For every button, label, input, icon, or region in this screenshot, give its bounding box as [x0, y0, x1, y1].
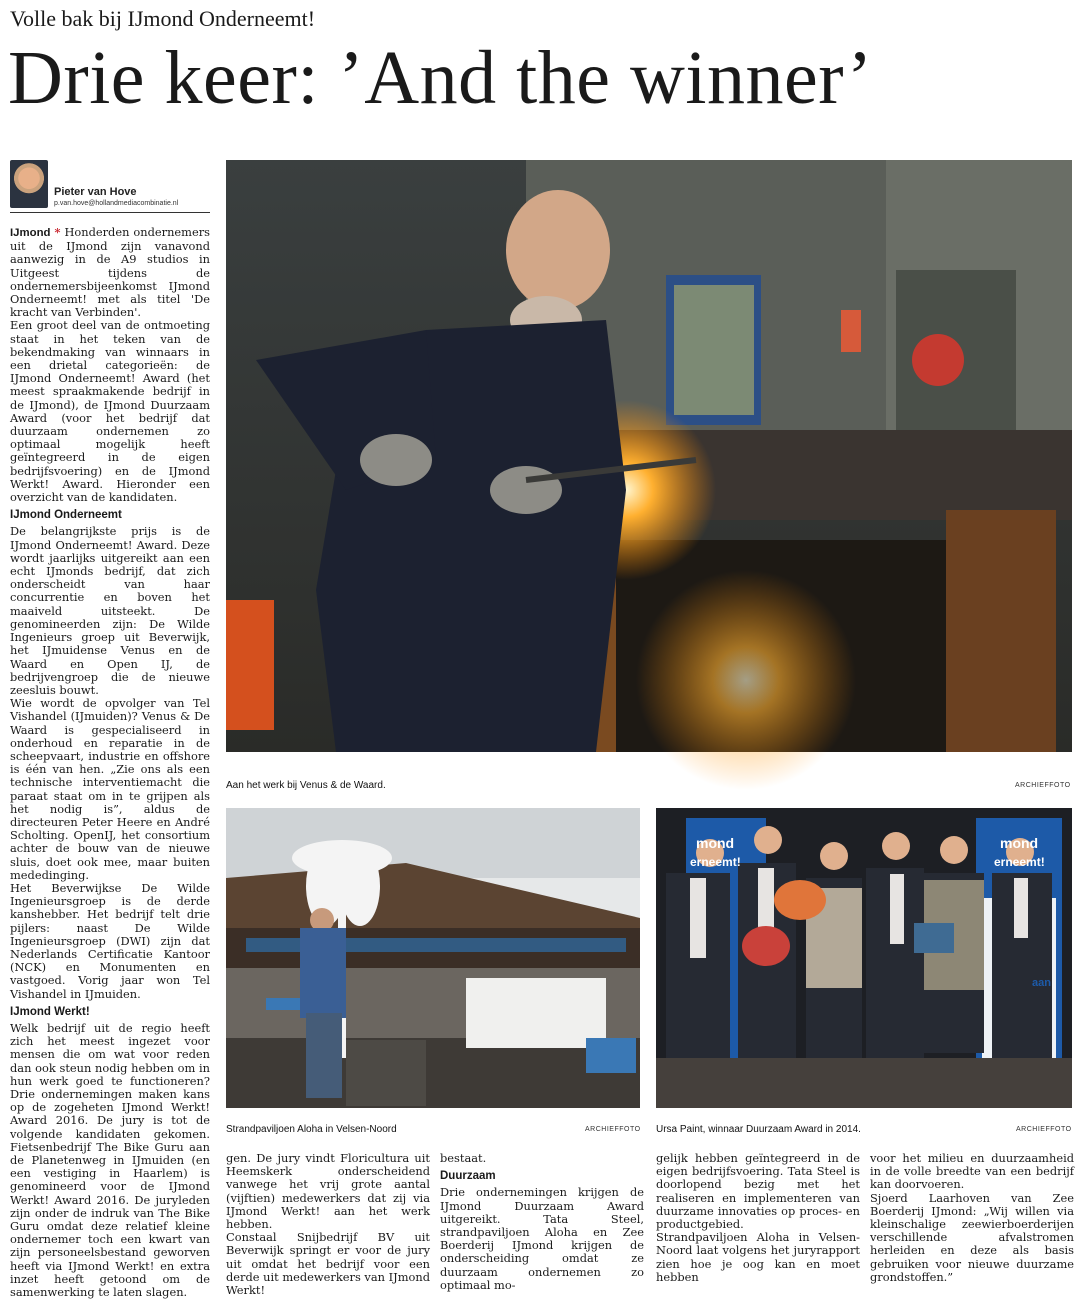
subheading: Duurzaam	[440, 1170, 496, 1183]
article-kicker: Volle bak bij IJmond Onderneemt!	[10, 6, 316, 31]
paragraph: voor het milieu en duurzaamheid in de volle breedte van een bedrijf kan doorvoeren.	[870, 1151, 1074, 1192]
photo-award-credit: ARCHIEFFOTO	[1016, 1126, 1072, 1133]
photo-beach-pavilion	[226, 808, 640, 1108]
photo-beach-credit: ARCHIEFFOTO	[585, 1126, 641, 1133]
article-headline: Drie keer: ’And the winner’	[8, 36, 873, 120]
banner-text-right-2: erneemt!	[994, 855, 1045, 869]
photo-award-caption: Ursa Paint, winnaar Duurzaam Award in 2014.	[656, 1124, 861, 1135]
paragraph: Een groot deel van de ontmoeting staat in het teken van de bekendmaking van winnaars in een drietal categorieën: de IJmond Onderneemt! Award (het meest spraakmakende bedrijf in de IJmond), de IJmond Duurzaam Award (voor het bedrijf dat duurzaam ondernemen zo optimaal mogelijk heeft geïntegreerd in de eigen bedrijfsvoering) en de IJmond Werkt! Award. Hieronder een overzicht van de kandidaten.	[10, 318, 210, 505]
dateline: IJmond	[10, 227, 51, 239]
paragraph: Welk bedrijf uit de regio heeft zich het meest ingezet voor mensen die om wat voor reden dan ook steun nodig hebben om in hun werk goed te functioneren? Drie ondernemingen maken kans op de zogeheten IJmond Werkt! Award 2016. De jury is tot de volgende kandidaten gekomen. Fietsenbedrijf The Bike Guru aan de Planetenweg in IJmuiden (en een vestiging in Haarlem) is genomineerd voor de IJmond Werkt! Award 2016. De juryleden zijn onder de indruk van The Bike Guru omdat deze relatief kleine ondernemer toch een kwart van zijn personeelsbestand geworven heeft via IJmond Werkt! en extra inzet heeft getoond om de samenwerking te laten slagen.	[10, 1020, 210, 1299]
banner-text: mond	[696, 835, 735, 851]
author-avatar	[10, 160, 48, 208]
photo-award-winners	[656, 808, 1072, 1108]
banner-text-2: erneemt!	[690, 855, 741, 869]
photo-welder-caption: Aan het werk bij Venus & de Waard.	[226, 780, 386, 791]
article-column-1	[10, 225, 210, 1299]
article-column-5	[870, 1152, 1074, 1287]
article-column-4	[656, 1152, 860, 1287]
byline	[10, 160, 210, 213]
banner-text-right-3: aan	[1032, 977, 1051, 989]
paragraph: Drie ondernemingen krijgen de IJmond Duurzaam Award uitgereikt. Tata Steel, strandpaviljoen Aloha en Zee Boerderij IJmond krijgen de onderscheiding omdat ze duurzaam ondernemen zo optimaal mo-	[440, 1185, 644, 1292]
paragraph: gen. De jury vindt Floricultura uit Heemskerk onderscheidend vanwege het vrij grote aantal (vijftien) medewerkers dat zij via IJmond Werkt! aan het werk hebben.	[226, 1151, 430, 1232]
paragraph: Strandpaviljoen Aloha in Velsen-Noord laat volgens het juryrapport zien hoe je oog kan en moet hebben	[656, 1230, 860, 1284]
paragraph: Het Beverwijkse De Wilde Ingenieursgroep is de derde kanshebber. Het bedrijf telt drie pijlers: naast De Wilde Ingenieursgroep (DWI) zijn dat Nederlands Certificatie Kantoor (NCK) en Monumenten en vastgoed. Vorig jaar won Tel Vishandel in IJmuiden.	[10, 880, 210, 1001]
photo-welder-credit: ARCHIEFFOTO	[1015, 782, 1071, 789]
subheading: IJmond Werkt!	[10, 1005, 90, 1018]
article-column-2	[226, 1151, 430, 1298]
dateline-star: *	[54, 225, 61, 239]
paragraph: Constaal Snijbedrijf BV uit Beverwijk springt er voor de jury uit omdat het bedrijf voor een derde uit medewerkers van IJmond Werkt!	[226, 1230, 430, 1298]
paragraph: gelijk hebben geïntegreerd in de eigen bedrijfsvoering. Tata Steel is doorlopend bezig met het realiseren en implementeren van duurzame innovaties op proces- en productgebied.	[656, 1151, 860, 1232]
subheading: IJmond Onderneemt	[10, 509, 122, 522]
paragraph: Sjoerd Laarhoven van Zee Boerderij IJmond: „Wij willen via kleinschalige zeewierboerderijen verschillende afvalstromen herleiden en deze als basis gebruiken voor nieuwe duurzame grondstoffen.”	[870, 1190, 1074, 1284]
author-name: Pieter van Hove	[54, 186, 137, 198]
banner-text-right: mond	[1000, 835, 1039, 851]
paragraph: bestaat.	[440, 1151, 487, 1165]
paragraph	[10, 226, 210, 319]
paragraph: De belangrijkste prijs is de IJmond Onderneemt! Award. Deze wordt jaarlijks uitgereikt aan een echt IJmonds bedrijf, dat zich onderscheidt van haar concurrentie en boven het maaiveld uitsteekt. De genomineerden zijn: De Wilde Ingenieurs groep uit Beverwijk, het IJmuidense Venus en de Waard en Open IJ, de bedrijvengroep die de nieuwe zeesluis bouwt.	[10, 524, 210, 697]
author-email: p.van.hove@hollandmediacombinatie.nl	[54, 200, 179, 207]
paragraph-text: Honderden ondernemers uit de IJmond zijn vanavond aanwezig in de A9 studios in Uitgeest tijdens de ondernemersbijeenkomst IJmond Onderneemt! met als titel 'De kracht van Verbinden'.	[10, 225, 210, 320]
article-column-3	[440, 1151, 644, 1292]
photo-beach-caption: Strandpaviljoen Aloha in Velsen-Noord	[226, 1124, 397, 1135]
photo-welder	[226, 160, 1072, 752]
paragraph: Wie wordt de opvolger van Tel Vishandel (IJmuiden)? Venus & De Waard is gespecialiseerd in onderhoud en reparatie in de scheepvaart, industrie en offshore is één van hen. „Zie ons als een technische interventiemacht die paraat staat om in te grijpen als het nodig is”, aldus de directeuren Peter Heere en André Scholting. OpenIJ, het consortium achter de bouw van de nieuwe sluis, doet ook mee, maar buiten mededinging.	[10, 696, 210, 882]
